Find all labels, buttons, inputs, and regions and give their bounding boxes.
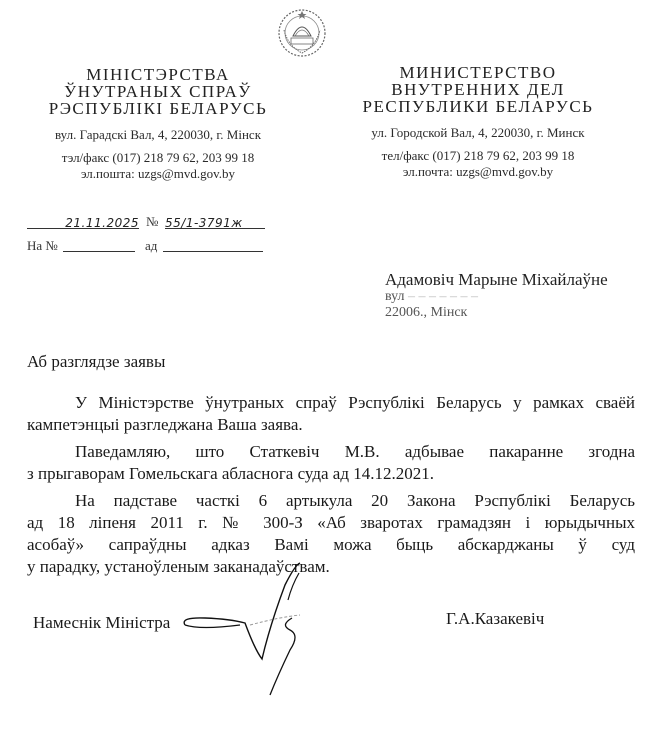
paragraph-line: у парадку, устаноўленым заканадаўствам. [27,557,330,576]
recipient-block [385,270,608,321]
ministry-title-line: ЎНУТРАНЫХ СПРАЎ [64,82,252,101]
letter-subject: Аб разглядзе заявы [27,352,166,371]
signatory-title: Намеснік Міністра [33,613,171,632]
reply-from-date-field [163,238,263,252]
handwritten-signature-icon [160,555,360,705]
ministry-address: ул. Городской Вал, 4, 220030, г. Минск [371,125,585,140]
letterhead-right [358,64,598,180]
signatory-name: Г.А.Казакевіч [446,609,545,628]
letterhead-left [40,66,276,182]
outgoing-number-field [165,214,265,229]
recipient-street: вул [385,289,405,304]
paragraph-line: ад 18 ліпеня 2011 г. № 300-З «Аб зваротах грамадзян і юрыдычных [27,513,635,532]
ministry-email: эл.почта: uzgs@mvd.gov.by [402,164,554,179]
ministry-phone: тел/факс (017) 218 79 62, 203 99 18 [381,148,575,163]
ministry-title-line: ВНУТРЕННИХ ДЕЛ [391,80,565,99]
number-sign: № [146,214,159,229]
recipient-street-redacted: вул ‒ ‒ ‒ ‒ ‒ ‒ ‒ [385,289,479,304]
reply-from-label: ад [145,238,158,253]
ministry-title-line: РЕСПУБЛИКИ БЕЛАРУСЬ [362,97,594,116]
paragraph-line: з прыгаворам Гомельскага абласнога суда ад 14.12.2021. [27,464,434,483]
letter-body [27,392,635,578]
ministry-phone: тэл/факс (017) 218 79 62, 203 99 18 [61,150,255,165]
reply-to-label: На № [27,238,58,253]
paragraph-line: асобаў» сапраўдны адказ Вамі можа быць абскарджаны ў суд [27,535,635,554]
outgoing-number: 55/1-3791ж [165,216,243,230]
paragraph-line: У Міністэрстве ўнутраных спраў Рэспублікі Беларусь у рамках сваёй [75,393,635,412]
ministry-address: вул. Гарадскі Вал, 4, 220030, г. Мінск [54,127,262,142]
recipient-city-redacted: 22006., Мінск [385,305,468,320]
belarus-coat-of-arms-icon [276,6,328,58]
ministry-title-line: РЭСПУБЛІКІ БЕЛАРУСЬ [48,99,268,118]
recipient-name: Адамовіч Марыне Міхайлаўне [385,270,608,289]
ministry-title-line: МИНИСТЕРСТВО [399,63,557,82]
paragraph-line: кампетэнцыі разгледжана Ваша заява. [27,415,303,434]
paragraph-line: Паведамляю, што Статкевіч М.В. адбывае пакаранне згодна [75,442,635,461]
outgoing-date-field [27,214,139,229]
ministry-title-line: МІНІСТЭРСТВА [86,65,230,84]
ministry-email: эл.пошта: uzgs@mvd.gov.by [80,166,236,181]
reply-to-number-field [63,238,135,252]
paragraph-line: На падставе часткі 6 артыкула 20 Закона Рэспублікі Беларусь [75,491,635,510]
outgoing-date: 21.11.2025 [65,216,139,230]
